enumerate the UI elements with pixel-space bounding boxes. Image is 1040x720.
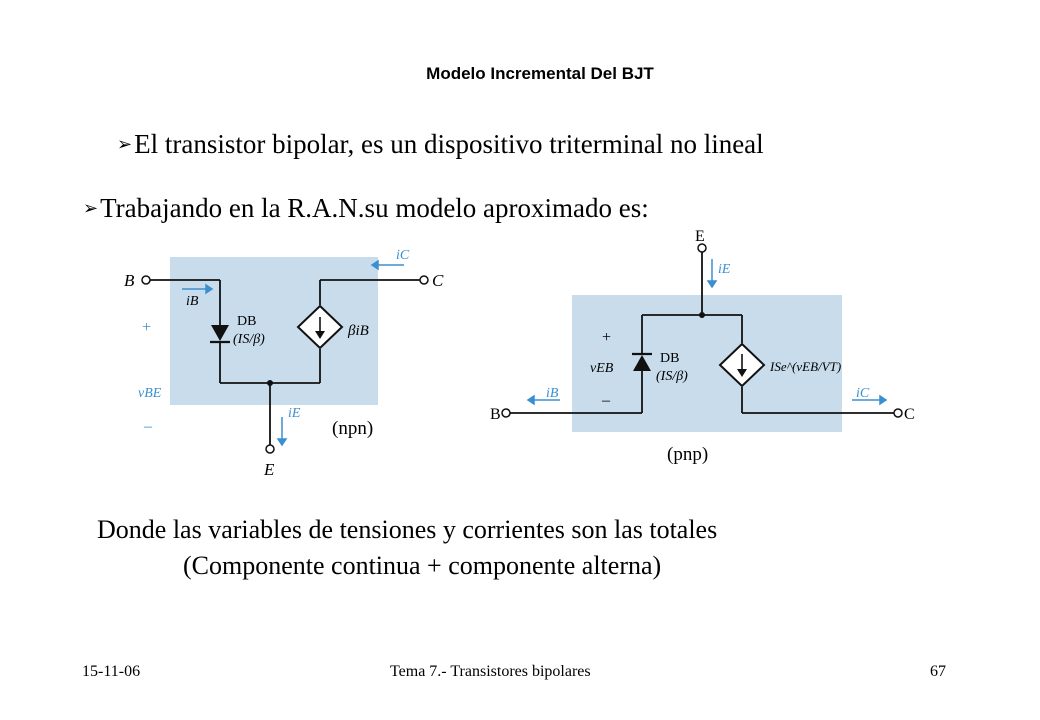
bullet-1 — [117, 129, 764, 160]
pnp-diode-value: (IS/β) — [656, 369, 688, 384]
footer-topic: Tema 7.- Transistores bipolares — [390, 663, 591, 680]
conclusion-line-1: Donde las variables de tensiones y corrientes son las totales — [97, 515, 718, 544]
conclusion-line-2: (Componente continua + componente alterna) — [183, 551, 662, 580]
npn-terminal-c: C — [432, 271, 444, 290]
pnp-veb-label: vEB — [590, 361, 614, 376]
bullet-2-text: Trabajando en la R.A.N.su modelo aproximado es: — [100, 193, 649, 223]
npn-ie-label: iE — [288, 406, 301, 421]
pnp-source-label: ISe^(vEB/VT) — [770, 359, 842, 374]
npn-ib-label: iB — [186, 294, 199, 309]
npn-ic-label: iC — [396, 248, 410, 263]
pnp-circuit-diagram — [490, 225, 930, 445]
npn-caption: (npn) — [332, 418, 374, 439]
pnp-ie-label: iE — [718, 262, 731, 277]
bullet-1-text: El transistor bipolar, es un dispositivo triterminal no lineal — [134, 129, 764, 159]
pnp-minus: – — [602, 392, 610, 409]
pnp-diode-name: DB — [660, 351, 680, 366]
pnp-terminal-c: C — [904, 406, 915, 423]
pnp-terminal-b: B — [490, 406, 501, 423]
npn-plus: + — [142, 319, 152, 336]
npn-diode-value: (IS/β) — [233, 332, 265, 347]
pnp-caption: (pnp) — [667, 444, 709, 465]
bullet-arrow-icon: ➢ — [83, 198, 99, 218]
slide-title: Modelo Incremental Del BJT — [426, 64, 654, 83]
bullet-arrow-icon: ➢ — [117, 134, 133, 154]
npn-circuit-diagram — [110, 245, 450, 485]
footer-date: 15-11-06 — [82, 663, 141, 680]
npn-minus: – — [144, 418, 152, 435]
pnp-plus: + — [602, 329, 612, 346]
footer-page-number: 67 — [930, 663, 946, 680]
npn-source-label: βiB — [348, 323, 369, 339]
pnp-terminal-e: E — [695, 228, 705, 245]
npn-diode-name: DB — [237, 314, 257, 329]
npn-terminal-e: E — [264, 460, 275, 479]
npn-terminal-b: B — [124, 271, 135, 290]
pnp-ib-label: iB — [546, 386, 559, 401]
pnp-ic-label: iC — [856, 386, 870, 401]
npn-vbe-label: vBE — [138, 386, 162, 401]
bullet-2 — [83, 193, 649, 226]
